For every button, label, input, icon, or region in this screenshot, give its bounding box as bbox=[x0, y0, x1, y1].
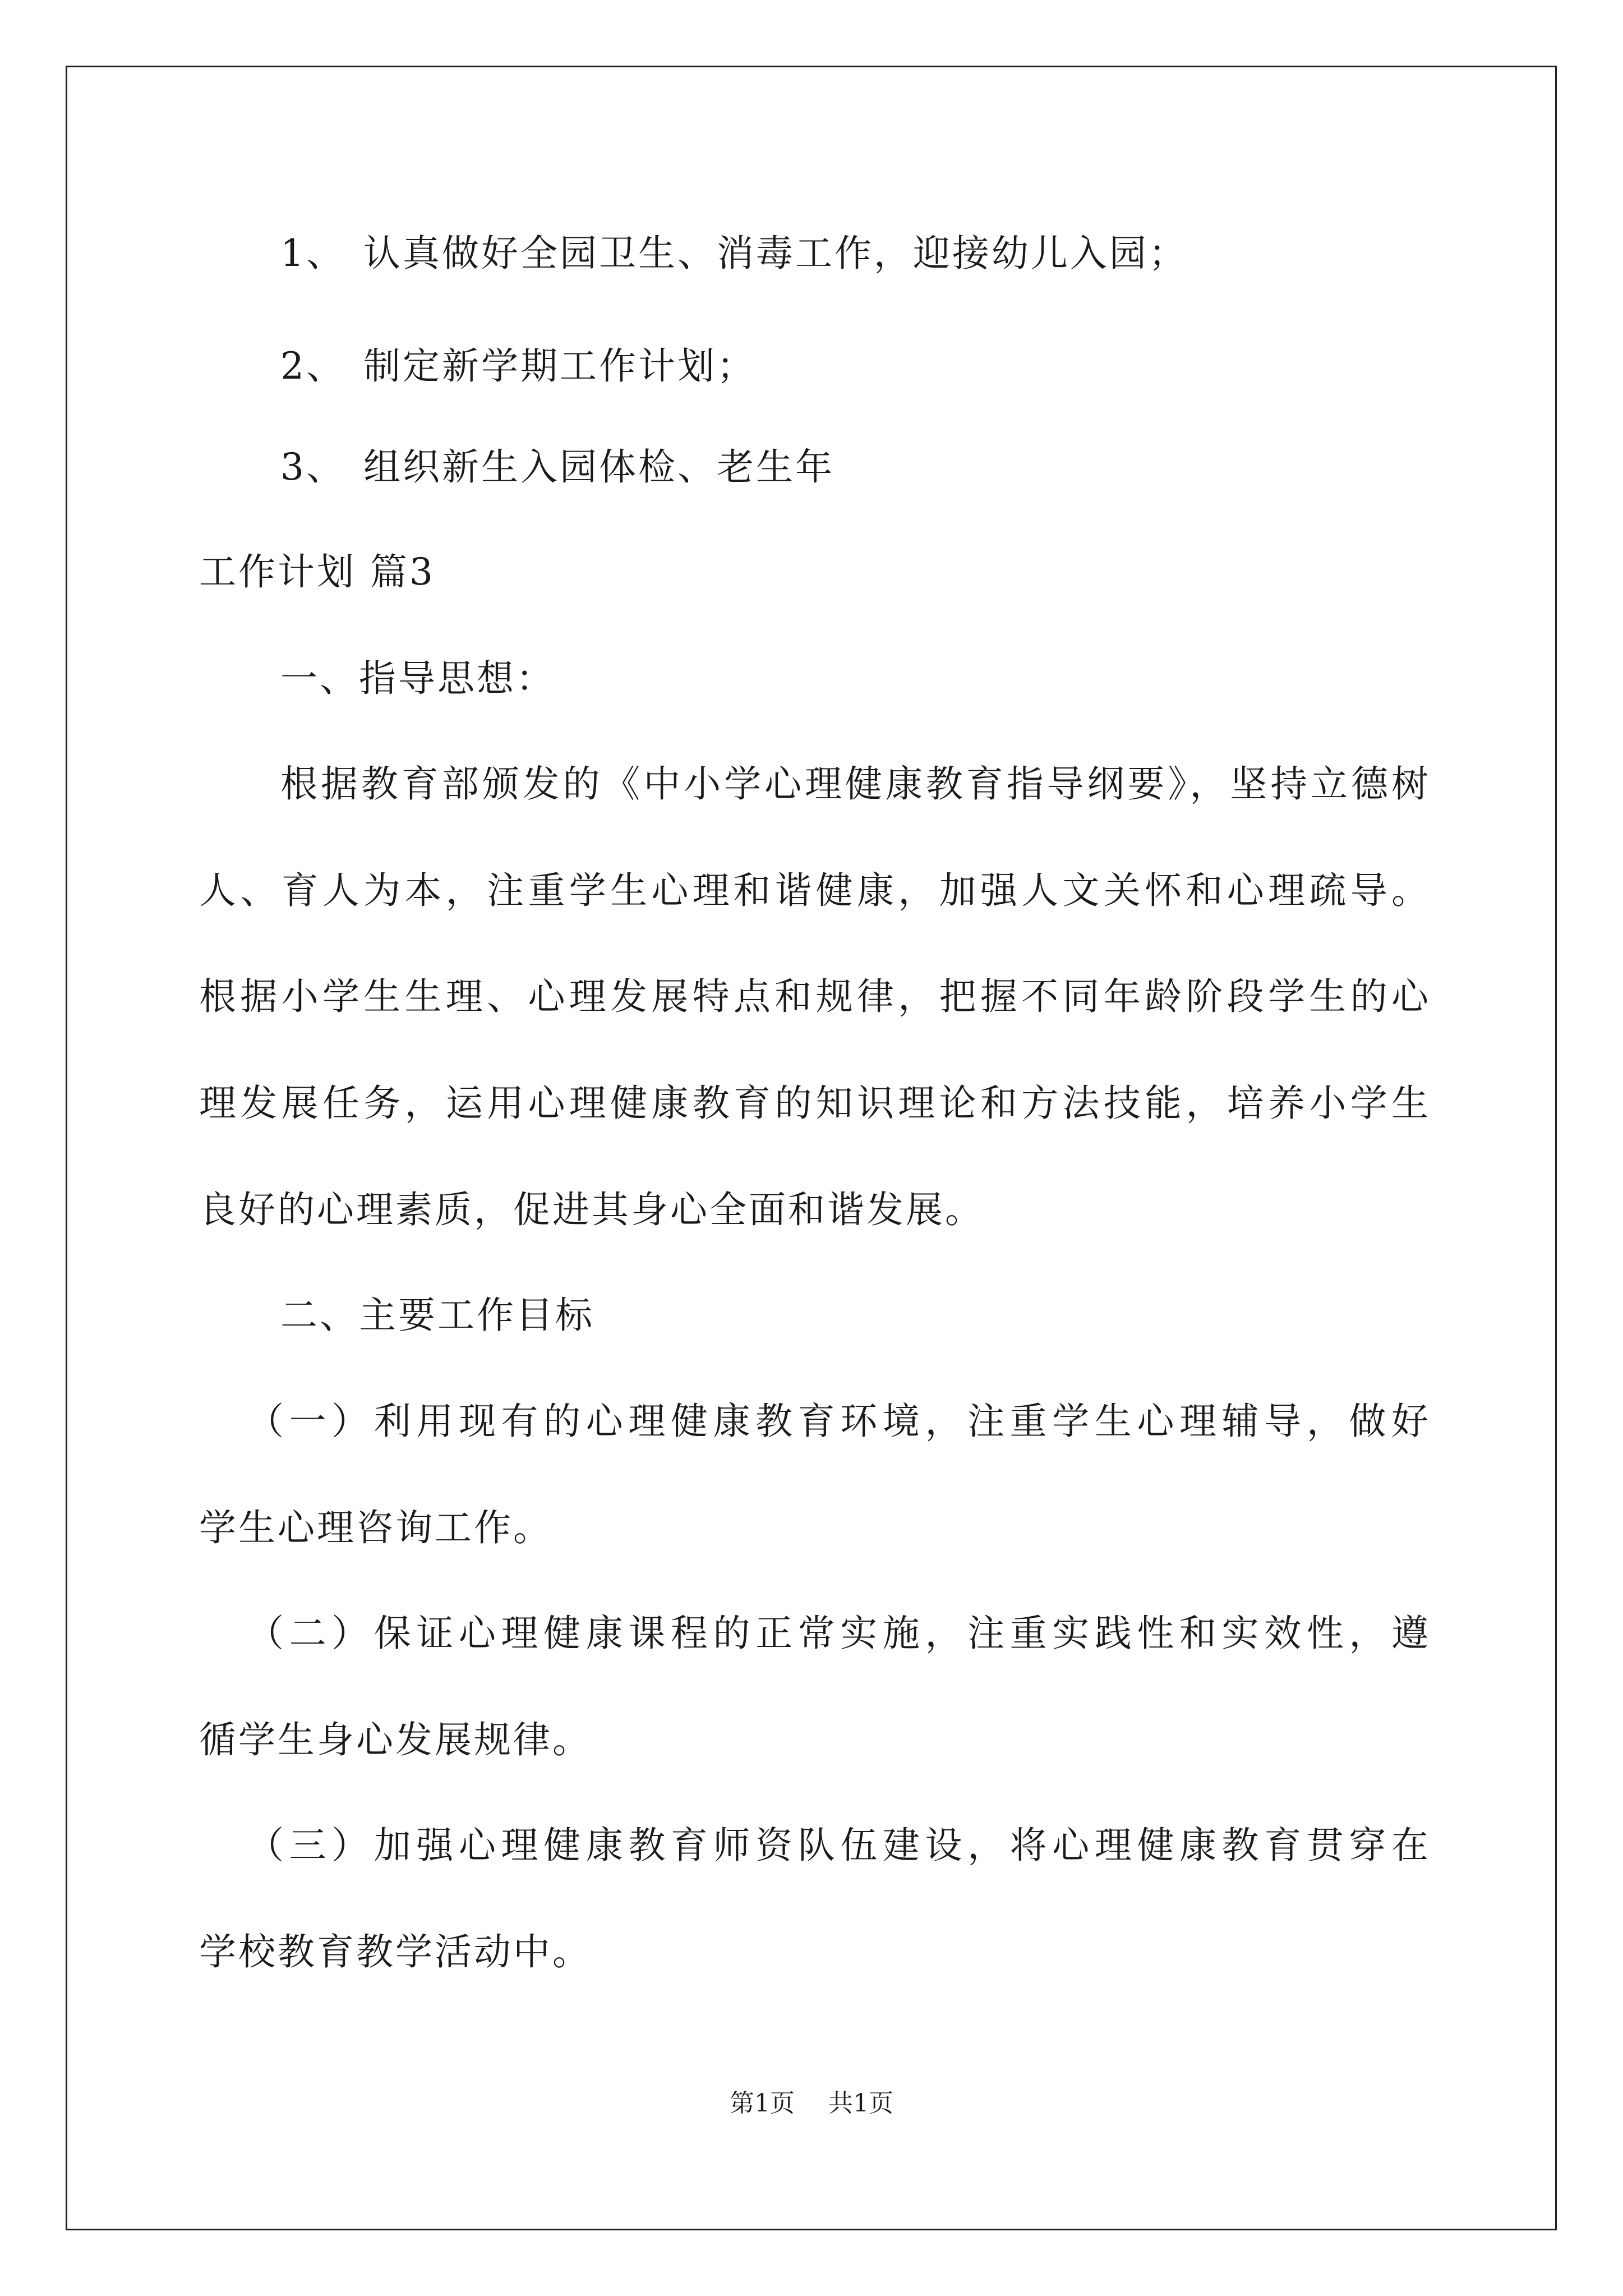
list-item-text: 组织新生入园体检、老生年 bbox=[363, 445, 834, 489]
goal-line: （二）保证心理健康课程的正常实施，注重实践性和实效性，遵 bbox=[247, 1612, 1428, 1655]
list-item-number: 3、 bbox=[280, 445, 345, 489]
heading-main-goals: 二、主要工作目标 bbox=[280, 1294, 594, 1337]
goal-line: 学生心理咨询工作。 bbox=[199, 1506, 552, 1549]
page-total: 共1页 bbox=[828, 2089, 893, 2118]
paragraph-line: 良好的心理素质，促进其身心全面和谐发展。 bbox=[199, 1188, 984, 1231]
list-item bbox=[280, 344, 756, 389]
paragraph-line: 理发展任务，运用心理健康教育的知识理论和方法技能，培养小学生 bbox=[199, 1082, 1428, 1125]
list-item-text: 制定新学期工作计划； bbox=[363, 344, 756, 388]
list-item-number: 2、 bbox=[280, 344, 345, 388]
paragraph-line: 人、育人为本，注重学生心理和谐健康，加强人文关怀和心理疏导。 bbox=[199, 869, 1428, 912]
list-item bbox=[280, 445, 834, 490]
page-border bbox=[66, 66, 1557, 2230]
list-item bbox=[280, 231, 1188, 276]
list-item-number: 1、 bbox=[280, 232, 345, 275]
paragraph-line: 根据教育部颁发的《中小学心理健康教育指导纲要》，坚持立德树 bbox=[280, 762, 1428, 806]
paragraph-line: 根据小学生生理、心理发展特点和规律，把握不同年龄阶段学生的心 bbox=[199, 975, 1428, 1018]
goal-line: 学校教育教学活动中。 bbox=[199, 1930, 592, 1973]
page-footer bbox=[0, 2088, 1623, 2119]
heading-guiding-ideology: 一、指导思想： bbox=[280, 657, 555, 700]
list-item-text: 认真做好全园卫生、消毒工作，迎接幼儿入园； bbox=[363, 232, 1188, 275]
page-number: 第1页 bbox=[730, 2089, 795, 2118]
goal-line: 循学生身心发展规律。 bbox=[199, 1718, 592, 1761]
goal-line: （三）加强心理健康教育师资队伍建设，将心理健康教育贯穿在 bbox=[247, 1824, 1428, 1867]
goal-line: （一）利用现有的心理健康教育环境，注重学生心理辅导，做好 bbox=[247, 1400, 1428, 1443]
section-title: 工作计划 篇3 bbox=[199, 550, 435, 593]
